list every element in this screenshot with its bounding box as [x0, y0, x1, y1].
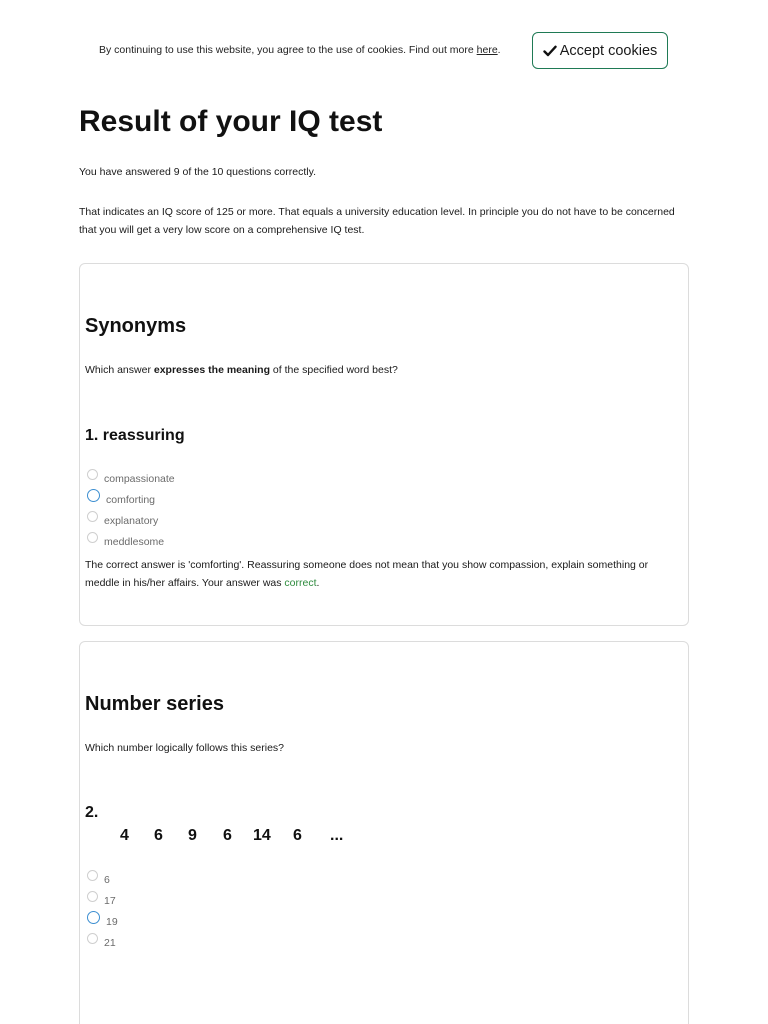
result-correct: correct: [284, 577, 317, 589]
radio-button-selected[interactable]: [87, 911, 100, 924]
accept-cookies-label: Accept cookies: [559, 42, 658, 59]
answer-option[interactable]: [87, 889, 118, 910]
answer-options: [87, 868, 118, 952]
explanation-text: The correct answer is 'comforting'. Reassuring someone does not mean that you show compassion, explain something or meddle in his/her affairs. Your answer was: [85, 559, 649, 589]
answer-label: 6: [104, 873, 110, 886]
question-card-synonyms: [79, 263, 689, 626]
answer-label: comforting: [106, 493, 156, 506]
answer-option-selected[interactable]: [87, 910, 118, 931]
answer-label: 17: [104, 894, 116, 907]
answer-option[interactable]: [87, 467, 175, 488]
cookie-banner: [0, 0, 768, 96]
radio-button[interactable]: [87, 933, 98, 944]
section-description: [85, 363, 398, 377]
answer-option[interactable]: [87, 868, 118, 889]
answer-option-selected[interactable]: [87, 488, 175, 509]
series-ellipsis: ...: [330, 827, 344, 844]
score-interpretation: That indicates an IQ score of 125 or more. That equals a university education level. In principle you do not have to be concerned that you will get a very low score on a comprehensive IQ test.: [79, 206, 675, 236]
answer-label: compassionate: [104, 472, 175, 485]
answer-options: [87, 467, 175, 551]
series-number: 14: [253, 827, 271, 844]
section-title: Synonyms: [85, 315, 187, 337]
radio-button[interactable]: [87, 532, 98, 543]
explanation-end: .: [316, 577, 320, 589]
answer-option[interactable]: [87, 509, 175, 530]
series-number: 4: [120, 827, 129, 844]
section-description-text: Which answer: [85, 364, 154, 376]
radio-button[interactable]: [87, 511, 98, 522]
radio-button-selected[interactable]: [87, 489, 100, 502]
radio-button[interactable]: [87, 891, 98, 902]
answer-label: 21: [104, 936, 116, 949]
series-number: 6: [223, 827, 232, 844]
answer-label: meddlesome: [104, 535, 165, 548]
check-icon: [543, 45, 557, 57]
answer-explanation: [85, 556, 685, 592]
question-title: 1. reassuring: [85, 427, 185, 444]
number-series: [120, 827, 343, 845]
score-summary: You have answered 9 of the 10 questions correctly.: [79, 166, 316, 178]
cookie-message-text: By continuing to use this website, you agree to the use of cookies. Find out more: [99, 44, 477, 56]
radio-button[interactable]: [87, 870, 98, 881]
series-number: 6: [154, 827, 163, 844]
accept-cookies-button[interactable]: [532, 32, 668, 69]
series-number: 9: [188, 827, 197, 844]
cookie-message: [99, 43, 501, 57]
question-card-number-series: [79, 641, 689, 1024]
cookie-message-end: .: [497, 44, 501, 56]
section-title: Number series: [85, 693, 224, 715]
answer-option[interactable]: [87, 530, 175, 551]
section-description-bold: expresses the meaning: [153, 364, 270, 376]
answer-label: 19: [106, 915, 118, 928]
page-title: Result of your IQ test: [79, 105, 383, 138]
section-description: Which number logically follows this series?: [85, 742, 284, 754]
radio-button[interactable]: [87, 469, 98, 480]
answer-label: explanatory: [104, 514, 159, 527]
cookie-more-link[interactable]: here: [476, 44, 498, 56]
question-number: 2.: [85, 804, 99, 821]
section-description-text-end: of the specified word best?: [270, 364, 398, 376]
series-number: 6: [293, 827, 302, 844]
answer-option[interactable]: [87, 931, 118, 952]
